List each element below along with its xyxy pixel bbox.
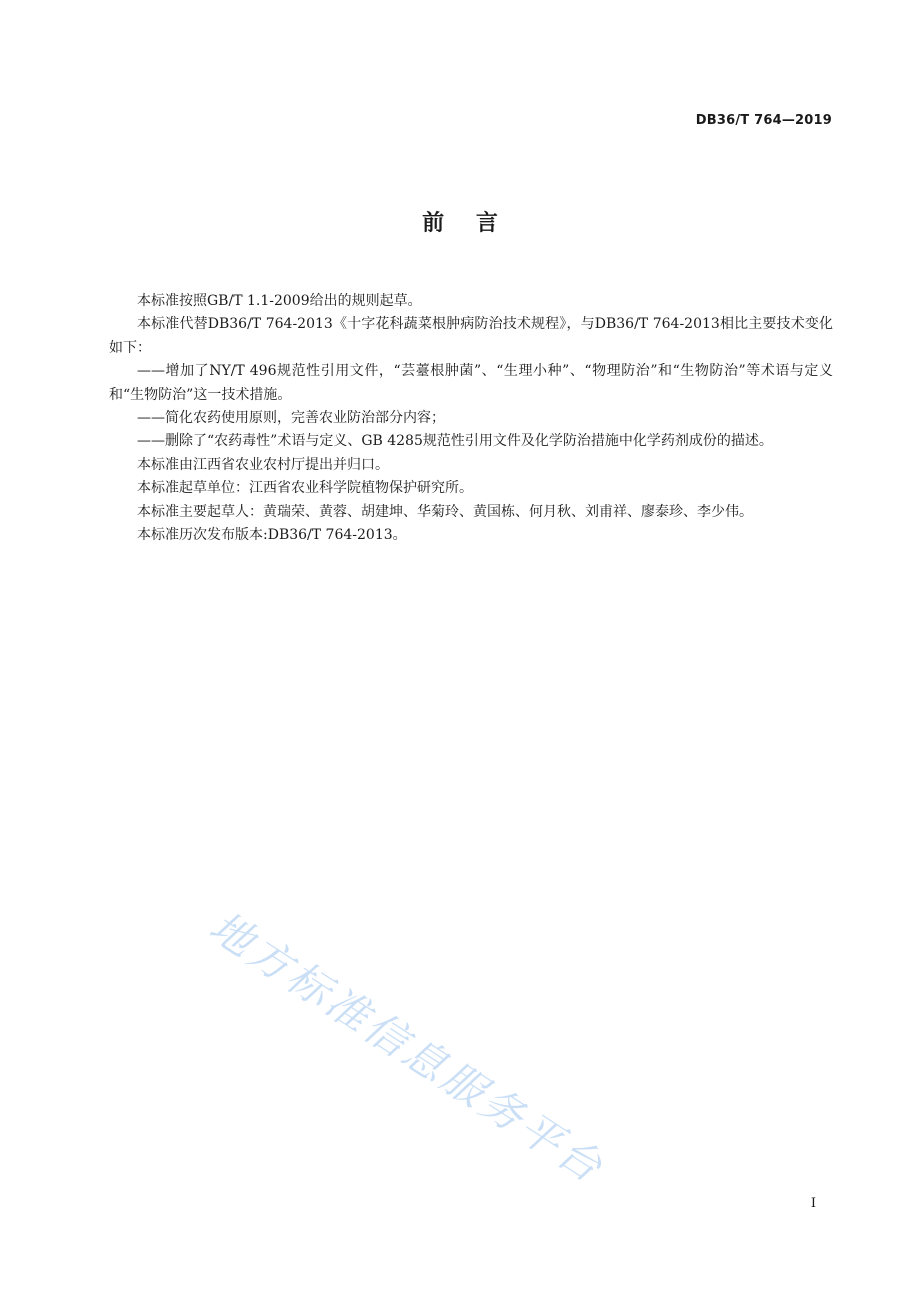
paragraph-change-added: ——增加了NY/T 496规范性引用文件，“芸薹根肿菌”、“生理小种”、“物理防治”和“生物防治”等术语与定义和“生物防治”这一技术措施。: [109, 363, 833, 403]
paragraph-proposer: 本标准由江西省农业农村厅提出并归口。: [137, 456, 389, 473]
paragraph-change-simplified: ——简化农药使用原则，完善农业防治部分内容；: [137, 410, 445, 427]
preface-body: [109, 290, 833, 547]
page-number: I: [810, 1196, 816, 1211]
standard-code: DB36/T 764—2019: [695, 113, 832, 128]
paragraph-drafters: 本标准主要起草人：黄瑞荣、黄蓉、胡建坤、华菊玲、黄国栋、何月秋、刘甫祥、廖泰珍、李少伟。: [137, 503, 753, 520]
paragraph-drafting-rules: 本标准按照GB/T 1.1-2009给出的规则起草。: [137, 293, 422, 309]
paragraph-replacement: 本标准代替DB36/T 764-2013《十字花科蔬菜根肿病防治技术规程》，与DB36/T 764-2013相比主要技术变化如下：: [109, 316, 833, 356]
paragraph-change-deleted: ——删除了“农药毒性”术语与定义、GB 4285规范性引用文件及化学防治措施中化学药剂成份的描述。: [137, 433, 773, 450]
page-title: 前 言: [422, 211, 510, 236]
watermark: 地方标准信息服务平台: [200, 901, 614, 1194]
paragraph-previous-editions: 本标准历次发布版本:DB36/T 764-2013。: [137, 527, 407, 544]
paragraph-drafting-unit: 本标准起草单位：江西省农业科学院植物保护研究所。: [137, 480, 473, 497]
